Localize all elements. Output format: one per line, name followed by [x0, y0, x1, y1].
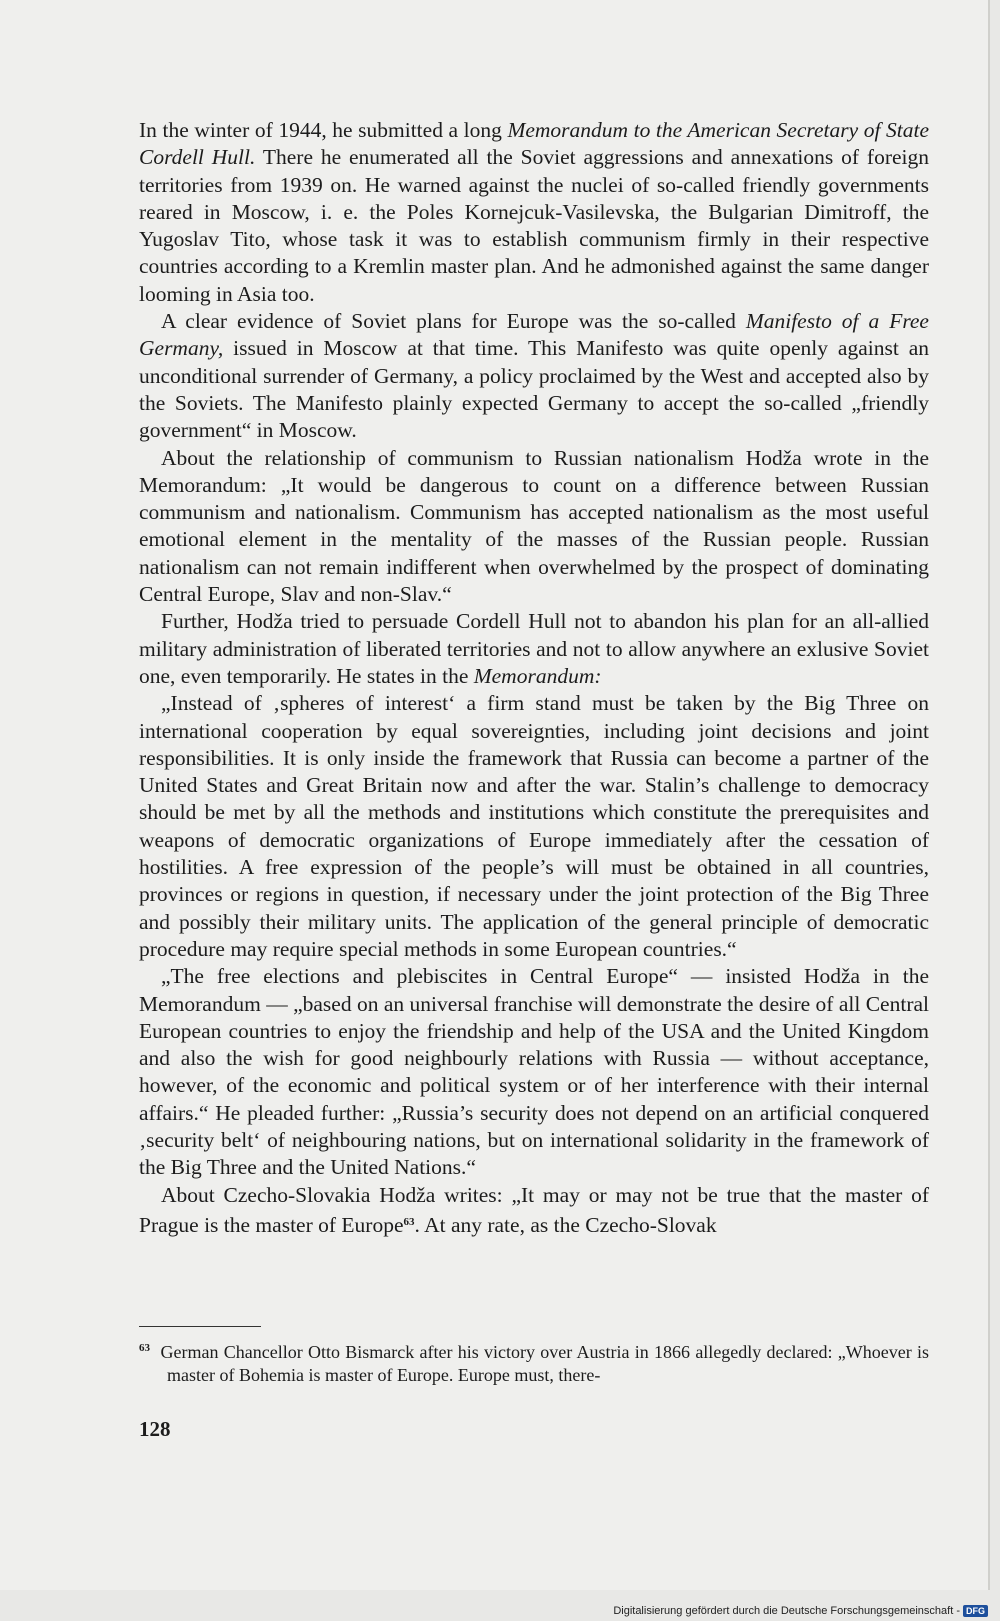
- paragraph: [139, 117, 929, 308]
- footnote-reference: 63: [403, 1215, 415, 1228]
- text-run: A clear evidence of Soviet plans for Europe was the so-called: [161, 309, 746, 334]
- paragraph: [139, 1182, 929, 1240]
- paragraph: [139, 608, 929, 690]
- text-run: Further, Hodža tried to persuade Cordell Hull not to abandon his plan for an all-allied military administration of liberated territories and not to allow anywhere an exlusive Soviet one, even temporarily. He states in the: [139, 609, 929, 688]
- text-run: issued in Moscow at that time. This Manifesto was quite openly against an unconditional surrender of Germany, a policy proclaimed by the West and accepted also by the Soviets. The Manifesto plainly expected Germany to accept the so-called „friendly government“ in Moscow.: [139, 336, 929, 443]
- dfg-logo-icon: DFG: [963, 1605, 988, 1617]
- text-run: About Czecho-Slovakia Hodža writes: „It may or may not be true that the master of Prague is the master of Europe: [139, 1182, 929, 1237]
- footnote-number: 63: [139, 1342, 150, 1354]
- italic-title: Memorandum to the American Secretary of State Cordell Hull.: [139, 118, 929, 170]
- body-text: [139, 117, 929, 1239]
- footnote-text: German Chancellor Otto Bismarck after his victory over Austria in 1866 allegedly declared: „Whoever is master of Bohemia is master of Europe. Europe must, there-: [160, 1342, 929, 1385]
- footnote-body: [139, 1337, 929, 1387]
- footnote: [139, 1337, 929, 1387]
- italic-title: Memorandum:: [473, 663, 602, 688]
- paragraph: „The free elections and plebiscites in Central Europe“ — insisted Hodža in the Memorandum — „based on an universal franchise will demonstrate the desire of all Central European countries to enjoy the friendship and help of the USA and the United Kingdom and also the wish for good neighbourly relations with Russia — without acceptance, however, of the economic and political system or of her interference with their internal affairs.“ He pleaded further: „Russia’s security does not depend on an artificial conquered ‚security belt‘ of neighbouring nations, but on international solidarity in the framework of the Big Three and the United Nations.“: [139, 964, 929, 1180]
- paragraph: [139, 308, 929, 444]
- italic-title: Manifesto of a Free Germany,: [139, 309, 929, 361]
- text-run: . At any rate, as the Czecho-Slovak: [414, 1212, 717, 1237]
- page-number: 128: [139, 1417, 171, 1441]
- funding-notice: [613, 1605, 988, 1617]
- paragraph: „Instead of ‚spheres of interest‘ a firm stand must be taken by the Big Three on international cooperation by equal sovereignties, including joint decisions and joint responsibilities. It is only inside the framework that Russia can become a partner of the United States and Great Britain now and after the war. Stalin’s challenge to democracy should be met by all the methods and institutions which constitute the prerequisites and weapons of democratic organizations of Europe immediately after the cessation of hostilities. A free expression of the people’s will must be obtained in all countries, provinces or regions in question, if necessary under the joint protection of the Big Three and possibly their military units. The application of the general principle of democratic procedure may require special methods in some European countries.“: [139, 691, 929, 961]
- text-run: In the winter of 1944, he submitted a long: [139, 118, 508, 142]
- footnote-divider: [139, 1326, 261, 1327]
- text-run: There he enumerated all the Soviet aggressions and annexations of foreign territories from 1939 on. He warned against the nuclei of so-called friendly governments reared in Moscow, i. e. the Poles Kornejcuk-Vasilevska, the Bulgarian Dimitroff, the Yugoslav Tito, whose task it was to establish communism firmly in their respective countries according to a Kremlin master plan. And he admonished against the same danger looming in Asia too.: [139, 145, 930, 306]
- paragraph: About the relationship of communism to Russian nationalism Hodža wrote in the Memorandum: „It would be dangerous to count on a difference between Russian communism and nationalism. Communism has accepted nationalism as the most useful emotional element in the mentality of the masses of the Russian people. Russian nationalism can not remain indifferent when overwhelmed by the prospect of dominating Central Europe, Slav and non-Slav.“: [139, 445, 929, 607]
- funding-text: Digitalisierung gefördert durch die Deutsche Forschungsgemeinschaft -: [613, 1605, 960, 1617]
